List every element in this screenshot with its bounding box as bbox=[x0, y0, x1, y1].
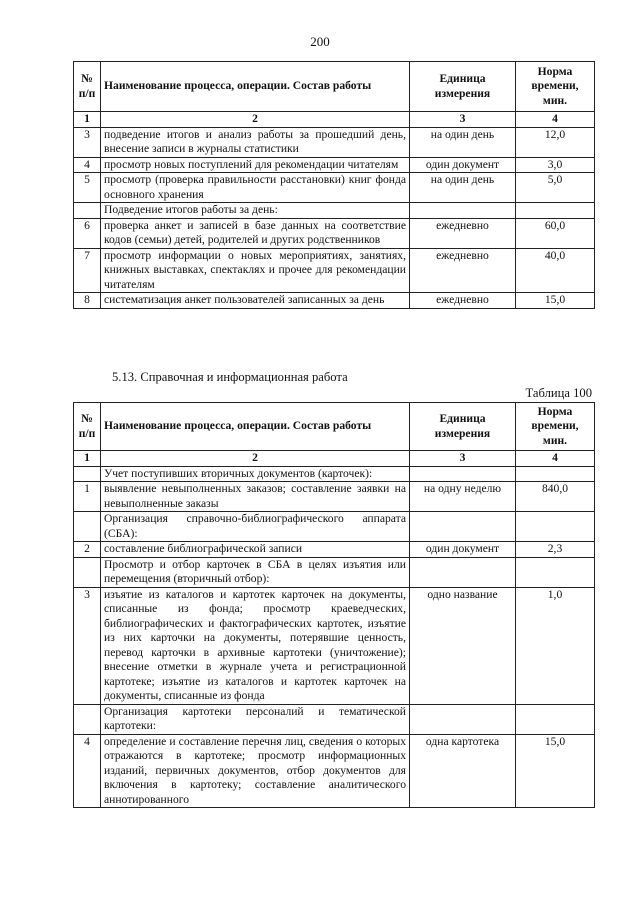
table-row bbox=[74, 482, 595, 512]
row-number: 1 bbox=[74, 482, 101, 512]
header-name: Наименование процесса, операции. Состав работы bbox=[101, 403, 410, 451]
col-number: 1 bbox=[74, 112, 101, 128]
row-description: просмотр новых поступлений для рекомендации читателям bbox=[101, 157, 410, 173]
row-number: 5 bbox=[74, 173, 101, 203]
row-unit: на один день bbox=[410, 173, 516, 203]
row-number: 6 bbox=[74, 218, 101, 248]
row-description: Подведение итогов работы за день: bbox=[101, 203, 410, 219]
col-number: 3 bbox=[410, 451, 516, 467]
row-number: 4 bbox=[74, 734, 101, 808]
row-norm bbox=[516, 557, 595, 587]
row-description: Организация справочно-библиографического аппарата (СБА): bbox=[101, 512, 410, 542]
row-description: изъятие из каталогов и картотек карточек на документы, списанные из фонда; просмотр краеведческих, библиографических и фактографических картотек, изъятие из них карточки на документы, потерявшие ценность, перевод карточки в архивные картотеки (уничтожение); внесение отметки в журнале учета и регистрационной картотеке; изъятие из каталогов и картотек карточек на документы, списанные из фонда bbox=[101, 587, 410, 704]
table-row bbox=[74, 218, 595, 248]
row-norm bbox=[516, 512, 595, 542]
row-description: просмотр (проверка правильности расстановки) книг фонда основного хранения bbox=[101, 173, 410, 203]
row-description: систематизация анкет пользователей записанных за день bbox=[101, 293, 410, 309]
table-row bbox=[74, 542, 595, 558]
row-number: 4 bbox=[74, 157, 101, 173]
header-unit: Единица измерения bbox=[410, 62, 516, 112]
row-norm: 840,0 bbox=[516, 482, 595, 512]
row-description: определение и составление перечня лиц, сведения о которых отражаются в картотеке; просмотр информационных изданий, первичных документов, отбор документов для включения в картотеку; составление аналитического аннотированного bbox=[101, 734, 410, 808]
row-description: проверка анкет и записей в базе данных на соответствие кодов (семьи) детей, родителей и других родственников bbox=[101, 218, 410, 248]
row-norm bbox=[516, 466, 595, 482]
row-norm: 60,0 bbox=[516, 218, 595, 248]
table-row bbox=[74, 173, 595, 203]
row-norm: 2,3 bbox=[516, 542, 595, 558]
header-name: Наименование процесса, операции. Состав работы bbox=[101, 62, 410, 112]
table-row bbox=[74, 557, 595, 587]
col-number: 4 bbox=[516, 451, 595, 467]
col-number: 3 bbox=[410, 112, 516, 128]
page-number: 200 bbox=[310, 34, 330, 49]
col-number: 2 bbox=[101, 451, 410, 467]
row-norm: 1,0 bbox=[516, 587, 595, 704]
row-number: 7 bbox=[74, 248, 101, 293]
table-row bbox=[74, 466, 595, 482]
row-norm bbox=[516, 203, 595, 219]
row-description: составление библиографической записи bbox=[101, 542, 410, 558]
col-number: 1 bbox=[74, 451, 101, 467]
norms-table-2 bbox=[73, 402, 595, 808]
table-row bbox=[74, 127, 595, 157]
row-unit bbox=[410, 557, 516, 587]
table-row bbox=[74, 157, 595, 173]
row-number bbox=[74, 704, 101, 734]
row-unit: ежедневно bbox=[410, 248, 516, 293]
col-number: 2 bbox=[101, 112, 410, 128]
header-norm: Норма времени, мин. bbox=[516, 62, 595, 112]
norms-table-1 bbox=[73, 61, 595, 309]
row-norm: 40,0 bbox=[516, 248, 595, 293]
row-norm: 5,0 bbox=[516, 173, 595, 203]
table-row bbox=[74, 293, 595, 309]
row-number bbox=[74, 557, 101, 587]
row-number: 3 bbox=[74, 127, 101, 157]
row-number: 8 bbox=[74, 293, 101, 309]
table-row bbox=[74, 704, 595, 734]
row-description: Организация картотеки персоналий и тематической картотеки: bbox=[101, 704, 410, 734]
row-unit: одно название bbox=[410, 587, 516, 704]
header-num: № п/п bbox=[74, 62, 101, 112]
col-number: 4 bbox=[516, 112, 595, 128]
row-norm: 3,0 bbox=[516, 157, 595, 173]
row-unit: один документ bbox=[410, 542, 516, 558]
row-unit bbox=[410, 203, 516, 219]
row-norm: 12,0 bbox=[516, 127, 595, 157]
row-unit bbox=[410, 704, 516, 734]
table-row bbox=[74, 248, 595, 293]
row-number bbox=[74, 203, 101, 219]
row-unit: на одну неделю bbox=[410, 482, 516, 512]
row-unit bbox=[410, 466, 516, 482]
header-unit: Единица измерения bbox=[410, 403, 516, 451]
table-row bbox=[74, 587, 595, 704]
table-row bbox=[74, 512, 595, 542]
table-row bbox=[74, 734, 595, 808]
row-unit: одна картотека bbox=[410, 734, 516, 808]
row-description: выявление невыполненных заказов; составление заявки на невыполненные заказы bbox=[101, 482, 410, 512]
row-norm: 15,0 bbox=[516, 734, 595, 808]
row-number bbox=[74, 466, 101, 482]
row-norm: 15,0 bbox=[516, 293, 595, 309]
row-description: Просмотр и отбор карточек в СБА в целях изъятия или перемещения (вторичный отбор): bbox=[101, 557, 410, 587]
row-unit: ежедневно bbox=[410, 293, 516, 309]
row-unit: ежедневно bbox=[410, 218, 516, 248]
row-unit: один документ bbox=[410, 157, 516, 173]
row-unit: на один день bbox=[410, 127, 516, 157]
header-num: № п/п bbox=[74, 403, 101, 451]
row-description: подведение итогов и анализ работы за прошедший день, внесение записи в журналы статистики bbox=[101, 127, 410, 157]
row-description: просмотр информации о новых мероприятиях, занятиях, книжных выставках, спектаклях и прочее для рекомендации читателям bbox=[101, 248, 410, 293]
table-caption: Таблица 100 bbox=[525, 386, 592, 400]
table-row bbox=[74, 203, 595, 219]
row-number bbox=[74, 512, 101, 542]
section-title: 5.13. Справочная и информационная работа bbox=[112, 370, 348, 384]
row-description: Учет поступивших вторичных документов (карточек): bbox=[101, 466, 410, 482]
row-number: 3 bbox=[74, 587, 101, 704]
header-norm: Норма времени, мин. bbox=[516, 403, 595, 451]
row-norm bbox=[516, 704, 595, 734]
row-number: 2 bbox=[74, 542, 101, 558]
row-unit bbox=[410, 512, 516, 542]
